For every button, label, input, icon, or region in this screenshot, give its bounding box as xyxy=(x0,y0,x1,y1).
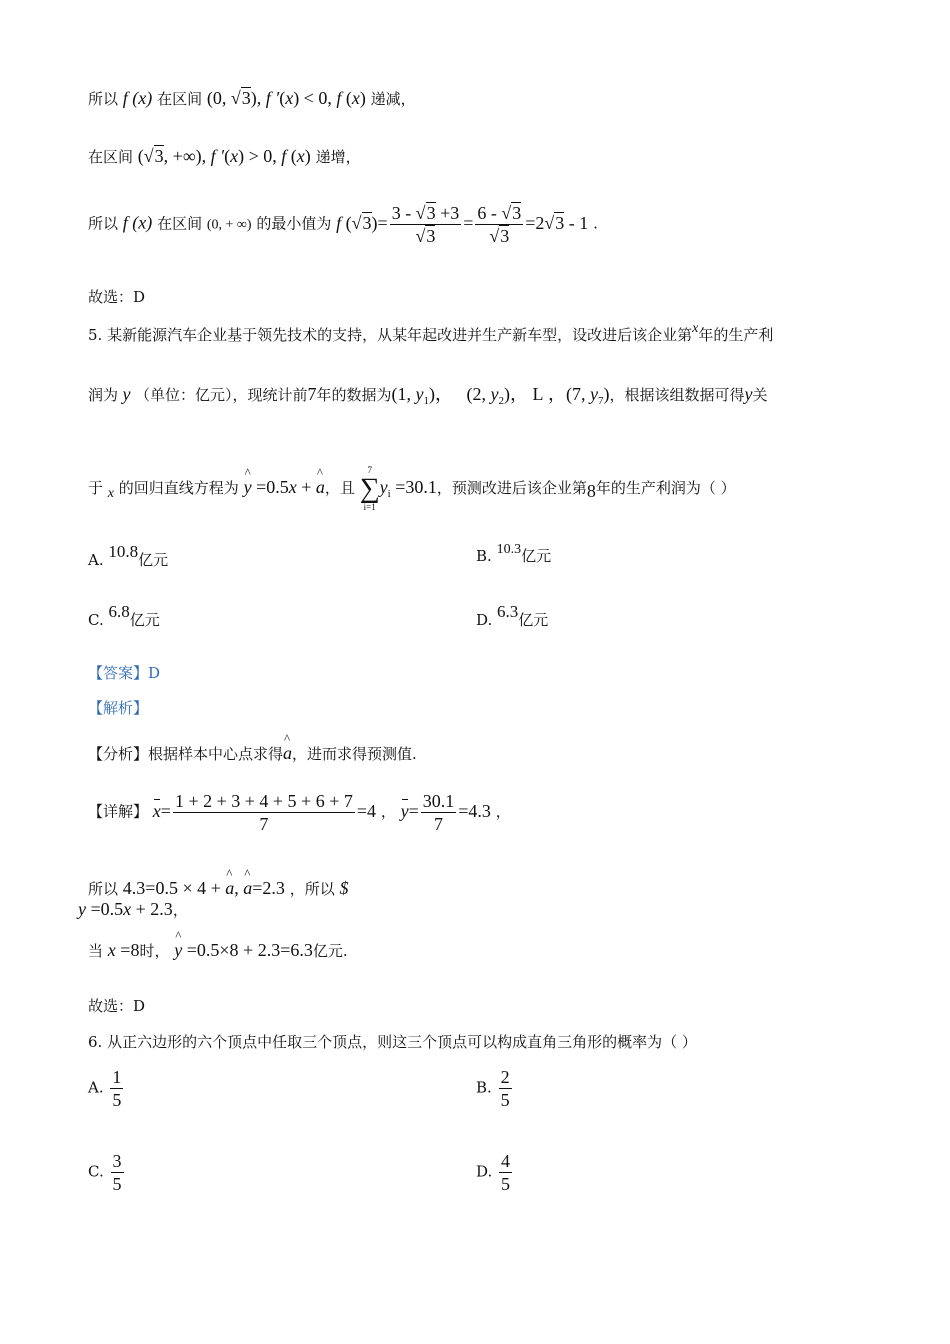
q6-option-d[interactable]: D. $\frac{4}{5}$ xyxy=(476,1151,511,1194)
fenxi-line: 【分析】根据样本中心点求得^ a，进而求得预测值. xyxy=(88,743,417,764)
math-interval-2: (√3, +∞), f ′(x) > 0, f (x) xyxy=(137,146,311,166)
math-ybar: y= $\frac{30.1}{7}$ =4.3 xyxy=(400,791,491,834)
answer-tag: 【答案】D xyxy=(88,664,161,682)
option-c[interactable]: C. 6.8亿元 xyxy=(88,602,160,629)
q6-stem: 6. 从正六边形的六个顶点中任取三个顶点，则这三个顶点可以构成直角三角形的概率为（ ） xyxy=(88,1033,697,1051)
option-d[interactable]: D. 6.3亿元 xyxy=(476,602,549,629)
line-increasing: 在区间 (√3, +∞), f ′(x) > 0, f (x) 递增， xyxy=(88,146,361,166)
q6-option-c[interactable]: C. $\frac{3}{5}$ xyxy=(88,1151,122,1194)
math-min-value: f (√3)= $\frac{3 - √3 +3}{√3}$ = $\frac{6 - √3}{√3}$ =2√3 - 1 xyxy=(336,203,589,246)
detail-line: 【详解】 x= $\frac{1 + 2 + 3 + 4 + 5 + 6 + 7}{7}$ =4 ， y= $\frac{30.1}{7}$ =4.3 ， xyxy=(88,791,511,834)
so-line: 所以 4.3=0.5 × 4 + ^ a, ^ a=2.3 ，所以 $ y =0.5x + 2.3， xyxy=(88,878,349,920)
q6-option-b[interactable]: B. $\frac{2}{5}$ xyxy=(476,1067,510,1110)
q6-option-a[interactable]: A. $\frac{1}{5}$ xyxy=(88,1067,122,1110)
q5-line2: 润为 y （单位：亿元），现统计前7年的数据为(1, $y_1$)， (2, $y_2$)， L ，(7, $y_7$)，根据该组数据可得y关 xyxy=(88,384,768,407)
math-sum: 7 ∑ i=1 $y_i =30.1$ xyxy=(359,465,437,512)
line-minimum: 所以 f (x) 在区间 (0, + ∞) 的最小值为 f (√3)= $\frac{3 - √3 +3}{√3}$ = $\frac{6 - √3}{√3}$ =2√3 - 1 . xyxy=(88,203,598,246)
answer-choice-2: 故选：D xyxy=(88,997,146,1015)
math-interval-1: (0, √3), f ′(x) < 0, f (x) xyxy=(206,88,366,108)
math-regression: ^ y =0.5x + ^ a xyxy=(244,477,325,497)
answer-choice-1: 故选：D xyxy=(88,288,146,306)
q5-line3: 于 x 的回归直线方程为 ^ y =0.5x + ^ a，且 7 ∑ i=1 $y_i =30.1$，预测改进后该企业第8年的生产利润为（ ） xyxy=(88,466,736,512)
option-b[interactable]: B. 10.3亿元 xyxy=(476,542,552,565)
analysis-tag: 【解析】 xyxy=(88,699,149,717)
when-line: 当 x =8时， ^ y =0.5×8 + 2.3=6.3亿元. xyxy=(88,940,348,961)
math-xbar: x= $\frac{1 + 2 + 3 + 4 + 5 + 6 + 7}{7}$ =4 xyxy=(152,791,377,834)
option-a[interactable]: A. 10.8亿元 xyxy=(88,542,169,569)
line-decreasing: 所以 f (x) 在区间 (0, √3), f ′(x) < 0, f (x) 递减， xyxy=(88,88,416,108)
q5-line1: 5. 某新能源汽车企业基于领先技术的支持，从某年起改进并生产新车型，设改进后该企业第x年的生产利 xyxy=(88,321,774,344)
math-fx: f (x) xyxy=(122,88,153,108)
